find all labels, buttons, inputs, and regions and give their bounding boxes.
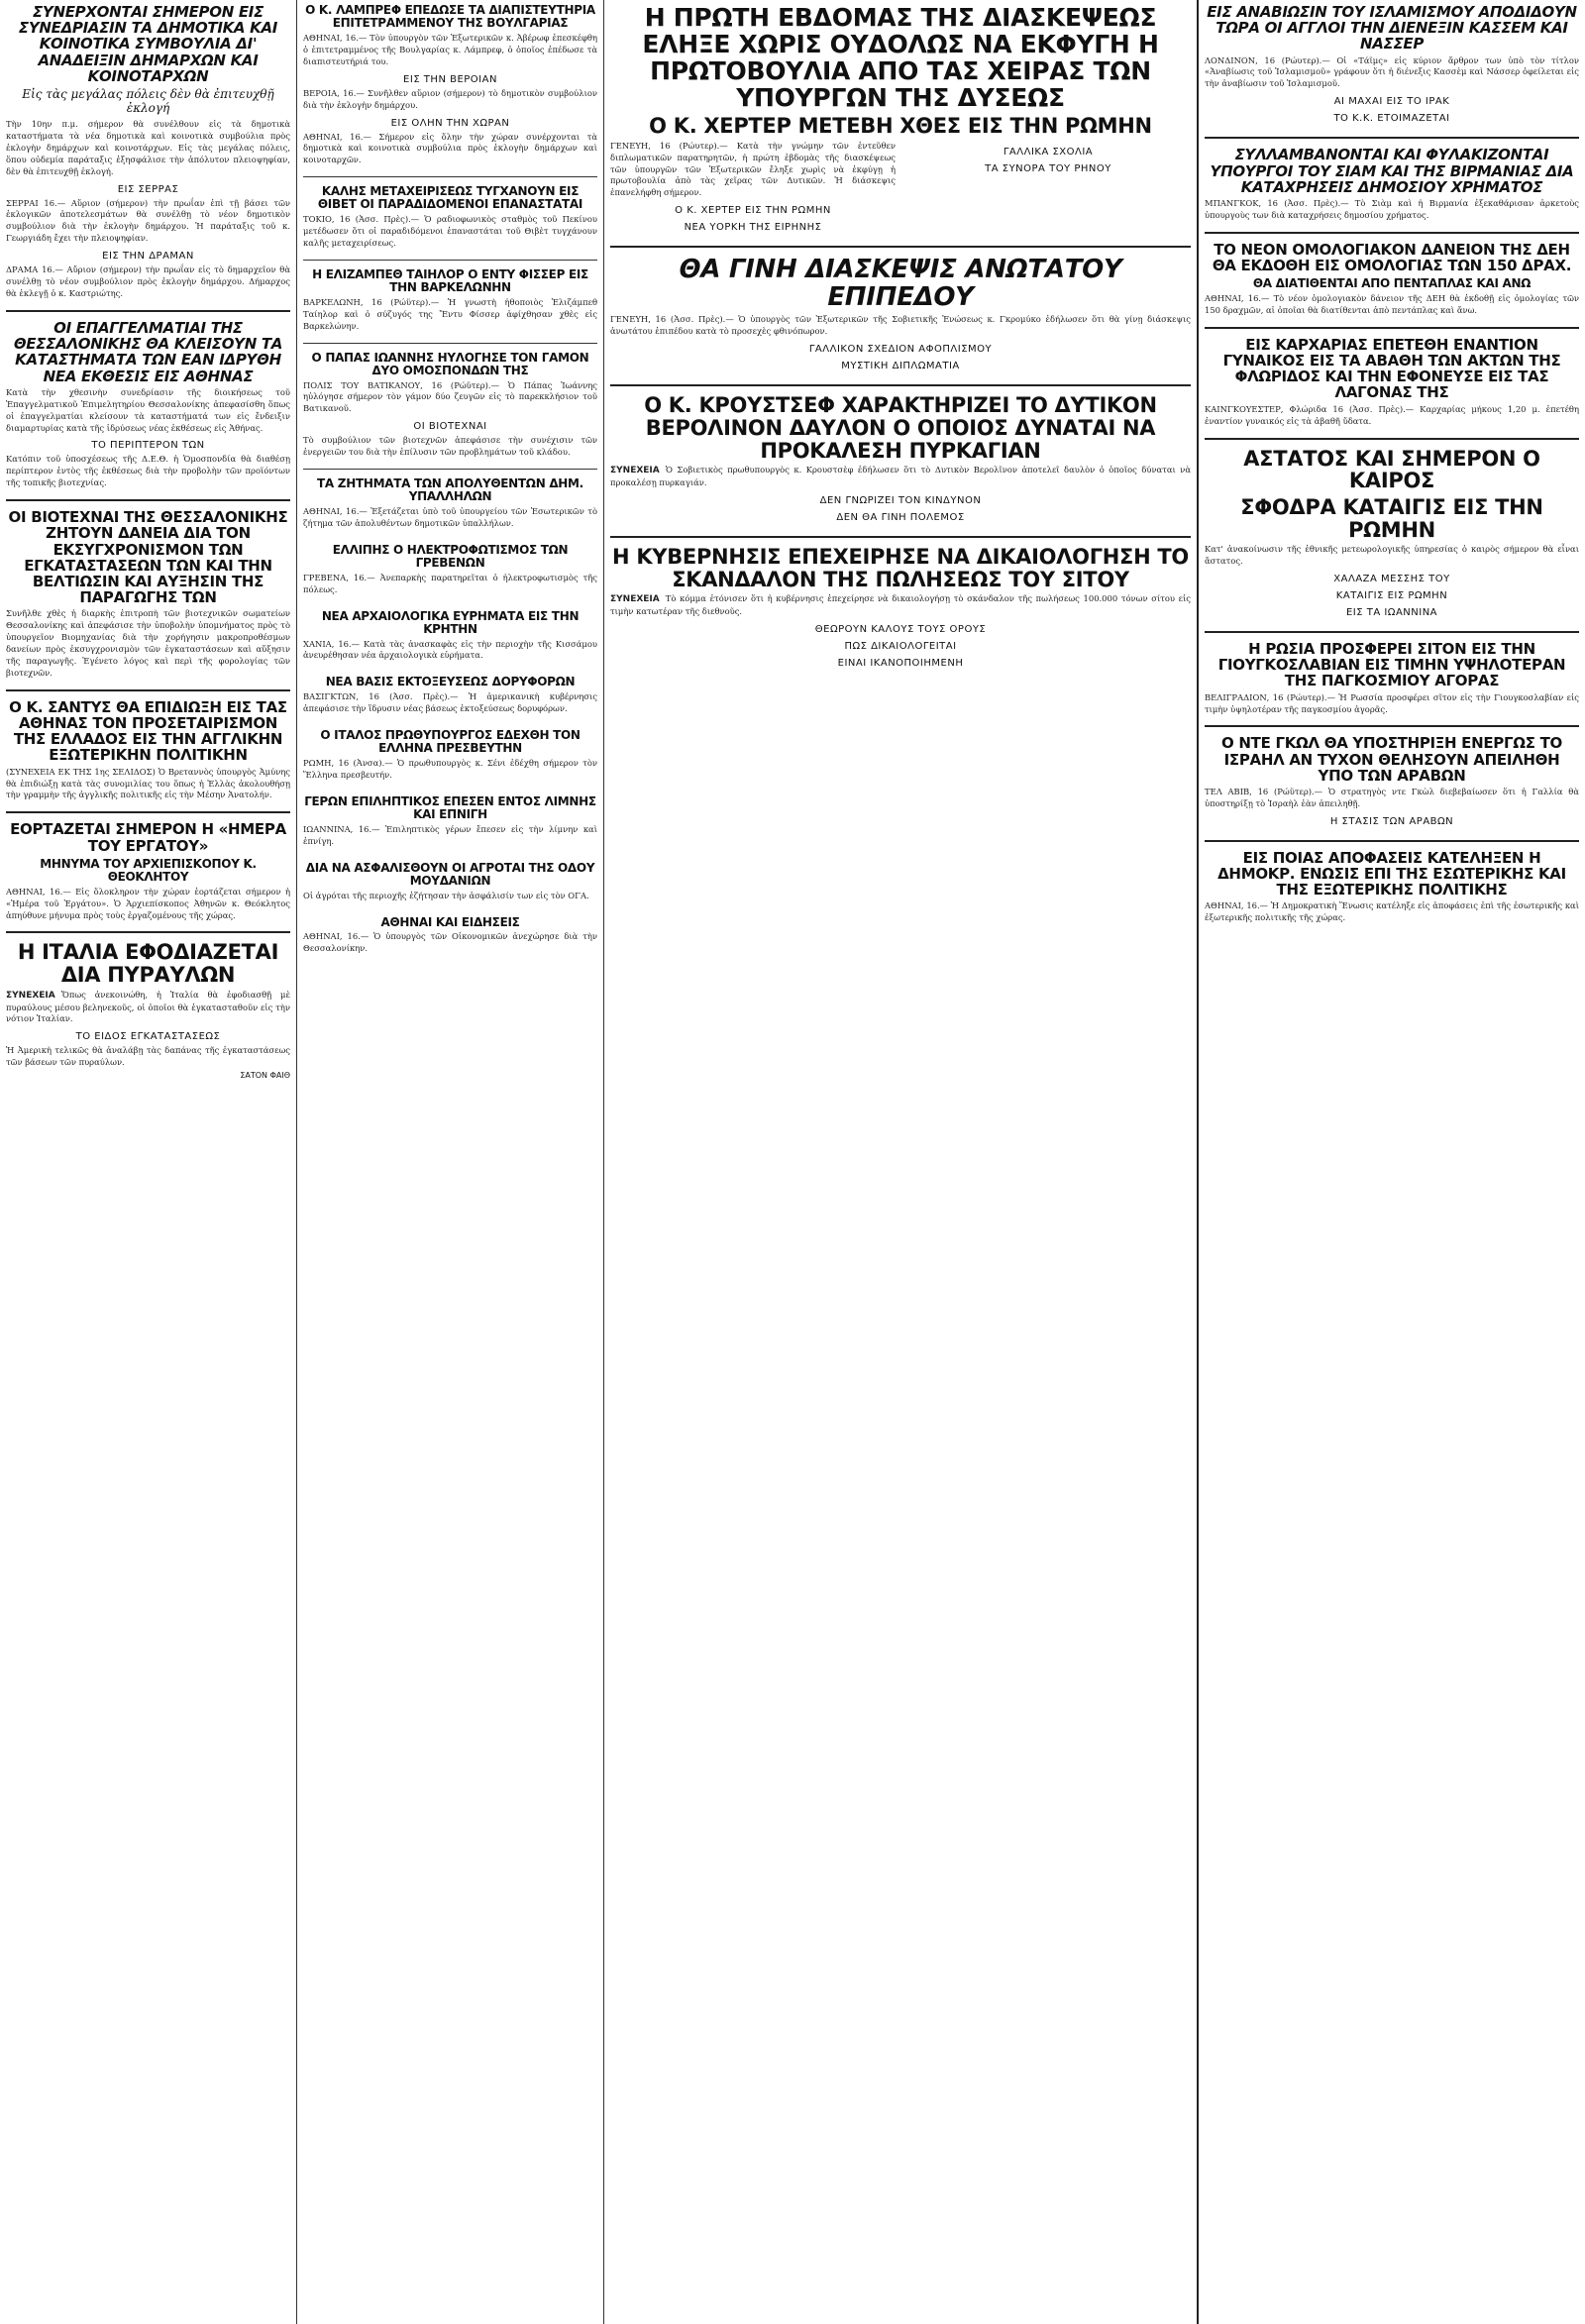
headline: ΕΙΣ ΑΝΑΒΙΩΣΙΝ ΤΟΥ ΙΣΛΑΜΙΣΜΟΥ ΑΠΟΔΙΔΟΥΝ ΤΩΡΑ ΟΙ ΑΓΓΛΟΙ ΤΗΝ ΔΙΕΝΕΞΙΝ ΚΑΣΣΕΜ ΚΑΙ ΝΑΣΣΕΡ	[1207, 3, 1577, 53]
headline: Η ΙΤΑΛΙΑ ΕΦΟΔΙΑΖΕΤΑΙ ΔΙΑ ΠΥΡΑΥΛΩΝ	[17, 940, 279, 988]
article-lambref	[303, 0, 597, 166]
article-taylor	[303, 264, 597, 333]
article-body: ΚΑΙΝΓΚΟΥΕΣΤΕΡ, Φλώριδα 16 (Ἀσσ. Πρὲς).— Καρχαρίας μήκους 1,20 μ. ἐπετέθη ἐναντίον γυναικός εἰς τὰ ἀβαθῆ ὕδατα.	[1205, 403, 1579, 426]
section-heading: ΑΙ ΜΑΧΑΙ ΕΙΣ ΤΟ ΙΡΑΚ	[1333, 96, 1450, 108]
article-shark	[1205, 333, 1579, 428]
article-conference-week	[610, 0, 1191, 236]
article-body: ΡΩΜΗ, 16 (Ἀνσα).— Ὁ πρωθυπουργὸς κ. Σένι ἐδέχθη σήμερον τὸν Ἕλληνα πρεσβευτήν.	[303, 758, 597, 781]
section-heading: ΝΕΑ ΥΟΡΚΗ ΤΗΣ ΕΙΡΗΝΗΣ	[684, 222, 822, 234]
article-employees	[303, 474, 597, 530]
article-body: ΠΟΛΙΣ ΤΟΥ ΒΑΤΙΚΑΝΟΥ, 16 (Ρώϋτερ).— Ὁ Πάπας Ἰωάννης ηὐλόγησε σήμερον τὸν γάμον δύο ζευγῶν εἰς τὸ παρεκκλήσιον τοῦ Βατικανοῦ.	[303, 379, 597, 414]
headline: ΕΙΣ ΚΑΡΧΑΡΙΑΣ ΕΠΕΤΕΘΗ ΕΝΑΝΤΙΟΝ ΓΥΝΑΙΚΟΣ ΕΙΣ ΤΑ ΑΒΑΘΗ ΤΩΝ ΑΚΤΩΝ ΤΗΣ ΦΛΩΡΙΔΟΣ ΚΑΙ ΤΗΝ ΕΦΟΝΕΥΣΕ ΕΙΣ ΤΑΣ ΛΑΓΟΝΑΣ ΤΗΣ	[1222, 335, 1561, 402]
section-heading: ΔΕΝ ΓΝΩΡΙΖΕΙ ΤΟΝ ΚΙΝΔΥΝΟΝ	[819, 494, 982, 506]
article-body: (ΣΥΝΕΧΕΙΑ ΕΚ ΤΗΣ 1ης ΣΕΛΙΔΟΣ) Ὁ Βρεταννὸς ὑπουργὸς Ἀμύνης θὰ ἐπιδιώξῃ κατὰ τὰς συνομιλίας του ὅπως ἡ Ἑλλὰς ἀκολουθήσῃ τὴν γραμμὴν τῆς ἀγγλικῆς πολιτικῆς εἰς τὴν Μέσην Ἀνατολήν.	[6, 766, 290, 800]
article-body: Τὴν 10ην π.μ. σήμερον θὰ συνέλθουν εἰς τὰ δημοτικὰ καταστήματα τὰ νέα δημοτικὰ καὶ κοινοτικὰ συμβούλια πρὸς ἐκλογὴν δημάρχων καὶ κοινοτάρχων. Εἰς τὰς μεγάλας πόλεις, ὅπου οὐδεμία παράταξις ἐξησφάλισε τὴν ἀπόλυτον πλειοψηφίαν, δὲν θὰ ἐπιτευχθῇ ἐκλογή.	[6, 118, 290, 176]
article-farmers	[303, 858, 597, 902]
section-heading: ΤΟ ΠΕΡΙΠΤΕΡΟΝ ΤΩΝ	[91, 440, 205, 452]
article-tibet	[303, 181, 597, 250]
continuation-label: ΣΥΝΕΧΕΙΑ	[610, 594, 660, 605]
article-body: ΑΘΗΝΑΙ, 16.— Εἰς ὅλοκληρον τὴν χώραν ἑορτάζεται σήμερον ἡ «Ἡμέρα τοῦ Ἐργάτου». Ὁ Ἀρχιεπίσκοπος Ἀθηνῶν κ. Θεόκλητος ἀπηύθυνε μήνυμα πρὸς τοὺς ἐργαζομένους τῆς χώρας.	[6, 886, 290, 920]
section-heading: ΕΙΣ ΤΗΝ ΒΕΡΟΙΑΝ	[403, 73, 497, 85]
section-heading: ΚΑΤΑΙΓΙΣ ΕΙΣ ΡΩΜΗΝ	[1335, 590, 1448, 602]
continuation-label: ΣΥΝΕΧΕΙΑ	[6, 990, 55, 1001]
headline: Ο ΠΑΠΑΣ ΙΩΑΝΝΗΣ ΗΥΛΟΓΗΣΕ ΤΟΝ ΓΑΜΟΝ ΔΥΟ ΟΜΟΣΠΟΝΔΩΝ ΤΗΣ	[311, 350, 589, 377]
divider	[303, 176, 597, 177]
headline: ΘΑ ΓΙΝΗ ΔΙΑΣΚΕΨΙΣ ΑΝΩΤΑΤΟΥ ΕΠΙΠΕΔΟΥ	[679, 255, 1122, 313]
divider	[610, 536, 1191, 538]
section-heading: ΕΙΣ ΤΑ ΙΩΑΝΝΙΝΑ	[1345, 607, 1438, 619]
divider	[6, 499, 290, 501]
article-crete	[303, 606, 597, 663]
article-body: ΓΕΝΕΥΗ, 16 (Ρώυτερ).— Κατὰ τὴν γνώμην τῶν ἐντεῦθεν διπλωματικῶν παρατηρητῶν, ἡ πρώτη ἑβδομὰς τῆς διασκέψεως τῶν ὑπουργῶν τῶν Ἐξωτερικῶν ἔληξε χωρὶς νὰ ἐκφύγῃ ἡ πρωτοβουλία ἀπὸ τὰς χεῖρας τῶν Δυτικῶν. Ἡ διάσκεψις ἐπανελήφθη σήμερον.	[610, 140, 896, 198]
subheadline: Εἰς τὰς μεγάλας πόλεις δὲν θὰ ἐπιτευχθῇ ἐκλογή	[22, 86, 274, 115]
article-siam-burma	[1205, 143, 1579, 221]
article-body: Ἡ Ἀμερικὴ τελικῶς θὰ ἀναλάβῃ τὰς δαπάνας τῆς ἐγκαταστάσεως τῶν βάσεων τῶν πυραύλων.	[6, 1045, 290, 1068]
section-heading: ΕΙΣ ΤΗΝ ΔΡΑΜΑΝ	[102, 251, 194, 263]
article-body: ΒΑΣΙΓΚΤΩΝ, 16 (Ἀσσ. Πρὲς).— Ἡ ἀμερικανικὴ κυβέρνησις ἀπεφάσισε τὴν ἵδρυσιν νέας βάσεως ἐκτοξεύσεως δορυφόρων.	[303, 691, 597, 714]
divider	[1205, 438, 1579, 440]
article-de-gaulle	[1205, 731, 1579, 829]
right-column	[1199, 0, 1585, 2324]
divider	[6, 931, 290, 933]
article-body: Κατὰ τὴν χθεσινὴν συνεδρίασιν τῆς διοικήσεως τοῦ Ἐπαγγελματικοῦ Ἐπιμελητηρίου Θεσσαλονίκης ἀπεφασίσθη ὅπως οἱ ἐπαγγελματίαι κλείσουν τὰ καταστήματά των εἰς ἔνδειξιν διαμαρτυρίας κατὰ τῆς ἱδρύσεως νέας ἐκθέσεως εἰς Ἀθήνας.	[6, 386, 290, 433]
headline: Η ΕΛΙΖΑΜΠΕΘ ΤΑΙΗΛΟΡ Ο ΕΝΤΥ ΦΙΣΣΕΡ ΕΙΣ ΤΗΝ ΒΑΡΚΕΛΩΝΗΝ	[312, 266, 588, 294]
article-pope	[303, 348, 597, 460]
divider	[1205, 631, 1579, 633]
article-body: Συνῆλθε χθὲς ἡ διαρκὴς ἐπιτροπὴ τῶν βιοτεχνικῶν σωματείων Θεσσαλονίκης καὶ ἀπεφάσισε τὴν ὑποβολὴν ὑπομνήματος πρὸς τὸ ὑπουργεῖον Βιομηχανίας διὰ τὴν χορήγησιν μακροπροθέσμων δανείων πρὸς ἐκσυγχρονισμὸν τῶν ἐγκαταστάσεων καὶ αὔξησιν τῆς παραγωγῆς. Ἐγένετο λόγος καὶ περὶ τῆς φορολογίας τῶν βιοτεχνῶν.	[6, 608, 290, 678]
headline: Ο Κ. ΛΑΜΠΡΕΦ ΕΠΕΔΩΣΕ ΤΑ ΔΙΑΠΙΣΤΕΥΤΗΡΙΑ ΕΠΙΤΕΤΡΑΜΜΕΝΟΥ ΤΗΣ ΒΟΥΛΓΑΡΙΑΣ	[305, 3, 595, 30]
divider	[1205, 840, 1579, 842]
article-body: Κατόπιν τοῦ ὑποσχέσεως τῆς Δ.Ε.Θ. ἡ Ὁμοσπονδία θὰ διαθέσῃ περίπτερον ἐντὸς τῆς ἐκθέσεως διὰ τὴν προβολὴν τῶν προϊόντων τῆς τοπικῆς βιοτεχνίας.	[6, 454, 290, 488]
article-satellites	[303, 672, 597, 715]
section-heading: ΓΑΛΛΙΚΑ ΣΧΟΛΙΑ	[1003, 146, 1094, 158]
article-russia-wheat	[1205, 637, 1579, 715]
section-heading: Η ΣΤΑΣΙΣ ΤΩΝ ΑΡΑΒΩΝ	[1329, 815, 1454, 827]
headline: Η ΚΥΒΕΡΝΗΣΙΣ ΕΠΕΧΕΙΡΗΣΕ ΝΑ ΔΙΚΑΙΟΛΟΓΗΣΗ ΤΟ ΣΚΑΝΔΑΛΟΝ ΤΗΣ ΠΩΛΗΣΕΩΣ ΤΟΥ ΣΙΤΟΥ	[612, 544, 1189, 591]
divider	[303, 469, 597, 470]
article-body: ΣΥΝΕΧΕΙΑ Ὅπως ἀνεκοινώθη, ἡ Ἰταλία θὰ ἐφοδιασθῇ μὲ πυραύλους μέσου βεληνεκοῦς, οἱ ὁποῖοι θὰ ἐγκατασταθοῦν εἰς τὴν νότιον Ἰταλίαν.	[6, 989, 290, 1024]
headline: ΕΟΡΤΑΖΕΤΑΙ ΣΗΜΕΡΟΝ Η «ΗΜΕΡΑ ΤΟΥ ΕΡΓΑΤΟΥ»	[10, 820, 286, 855]
center-section	[604, 0, 1199, 2324]
divider	[6, 310, 290, 312]
article-body: ΑΘΗΝΑΙ, 16.— Σήμερον εἰς ὅλην τὴν χώραν συνέρχονται τὰ δημοτικὰ καὶ κοινοτικὰ συμβούλια πρὸς ἐκλογὴν δημάρχων καὶ κοινοταρχῶν.	[303, 131, 597, 165]
divider	[6, 689, 290, 691]
divider	[610, 246, 1191, 248]
article-body: ΓΕΝΕΥΗ, 16 (Ἀσσ. Πρὲς).— Ὁ ὑπουργὸς τῶν Ἐξωτερικῶν τῆς Σοβιετικῆς Ἑνώσεως κ. Γκρομύκο ἐδήλωσεν ὅτι θὰ γίνῃ διάσκεψις ἀνωτάτου ἐπιπέδου κατὰ τὸ προσεχὲς φθινόπωρον.	[610, 314, 1191, 337]
article-body: ΣΕΡΡΑΙ 16.— Αὔριον (σήμερον) τὴν πρωΐαν ἐπὶ τῇ βάσει τῶν ἐκλογικῶν ἀποτελεσμάτων θὰ συνέλθῃ τὸ νέον δημοτικὸν συμβούλιον διὰ τὴν ἐκλογὴν δημάρχου. Ἡ παράταξις τοῦ κ. Γεωργιάδη ἔχει τὴν πλειοψηφίαν.	[6, 197, 290, 244]
headline: ΟΙ ΒΙΟΤΕΧΝΑΙ ΤΗΣ ΘΕΣΣΑΛΟΝΙΚΗΣ ΖΗΤΟΥΝ ΔΑΝΕΙΑ ΔΙΑ ΤΟΝ ΕΚΣΥΓΧΡΟΝΙΣΜΟΝ ΤΩΝ ΕΓΚΑΤΑΣΤΑΣΕΩΝ ΤΩΝ ΚΑΙ ΤΗΝ ΒΕΛΤΙΩΣΙΝ ΚΑΙ ΑΥΞΗΣΙΝ ΤΗΣ ΠΑΡΑΓΩΓΗΣ ΤΩΝ	[8, 508, 288, 607]
divider	[610, 384, 1191, 386]
article-khrushchev	[610, 390, 1191, 526]
headline: Ο ΝΤΕ ΓΚΩΛ ΘΑ ΥΠΟΣΤΗΡΙΞΗ ΕΝΕΡΓΩΣ ΤΟ ΙΣΡΑΗΛ ΑΝ ΤΥΧΟΝ ΘΕΛΗΣΟΥΝ ΑΠΕΙΛΗΘΗ ΥΠΟ ΤΩΝ ΑΡΑΒΩΝ	[1221, 734, 1562, 785]
column-2	[297, 0, 604, 2324]
article-body: ΑΘΗΝΑΙ, 16.— Τὸν ὑπουργὸν τῶν Ἐξωτερικῶν κ. Ἀβέρωφ ἐπεσκέφθη ὁ ἐπιτετραμμένος τῆς Βουλγαρίας κ. Λάμπρεφ, ὁ ὁποῖος ἐπέδωσε τὰ διαπιστευτήριά του.	[303, 32, 597, 66]
column-1	[0, 0, 297, 2324]
lead-subheadline: Ο Κ. ΧΕΡΤΕΡ ΜΕΤΕΒΗ ΧΘΕΣ ΕΙΣ ΤΗΝ ΡΩΜΗΝ	[649, 114, 1152, 138]
article-body: ΜΠΑΝΓΚΟΚ, 16 (Ἀσσ. Πρὲς).— Τὸ Σιὰμ καὶ ἡ Βιρμανία ἐξεκαθάρισαν ἀρκετοὺς ὑπουργοὺς των διὰ καταχρήσεις δημοσίου χρήματος.	[1205, 197, 1579, 220]
headline: ΚΑΛΗΣ ΜΕΤΑΧΕΙΡΙΣΕΩΣ ΤΥΓΧΑΝΟΥΝ ΕΙΣ ΘΙΒΕΤ ΟΙ ΠΑΡΑΔΙΔΟΜΕΝΟΙ ΕΠΑΝΑΣΤΑΤΑΙ	[317, 184, 583, 212]
section-heading: ΤΟ Κ.Κ. ΕΤΟΙΜΑΖΕΤΑΙ	[1333, 113, 1450, 125]
continuation-label: ΣΥΝΕΧΕΙΑ	[610, 466, 660, 476]
subheadline: ΣΦΟΔΡΑ ΚΑΤΑΙΓΙΣ ΕΙΣ ΤΗΝ ΡΩΜΗΝ	[1240, 494, 1543, 542]
section-heading: ΔΕΝ ΘΑ ΓΙΝΗ ΠΟΛΕΜΟΣ	[836, 511, 965, 523]
article-summit	[610, 252, 1191, 374]
article-body: ΒΑΡΚΕΛΩΝΗ, 16 (Ρώϋτερ).— Ἡ γνωστὴ ἠθοποιὸς Ἐλιζάμπεθ Ταίηλορ καὶ ὁ σύζυγός της Ἔντυ Φίσσερ ἀφίχθησαν χθὲς εἰς Βαρκελώνην.	[303, 296, 597, 331]
section-heading: ΟΙ ΒΙΟΤΕΧΝΑΙ	[413, 421, 487, 433]
article-athens-news	[303, 912, 597, 956]
headline: ΣΥΝΕΡΧΟΝΤΑΙ ΣΗΜΕΡΟΝ ΕΙΣ ΣΥΝΕΔΡΙΑΣΙΝ ΤΑ ΔΗΜΟΤΙΚΑ ΚΑΙ ΚΟΙΝΟΤΙΚΑ ΣΥΜΒΟΥΛΙΑ ΔΙ' ΑΝΑΔΕΙΞΙΝ ΔΗΜΑΡΧΩΝ ΚΑΙ ΚΟΙΝΟΤΑΡΧΩΝ	[18, 3, 278, 85]
headline: ΟΙ ΕΠΑΓΓΕΛΜΑΤΙΑΙ ΤΗΣ ΘΕΣΣΑΛΟΝΙΚΗΣ ΘΑ ΚΛΕΙΣΟΥΝ ΤΑ ΚΑΤΑΣΤΗΜΑΤΑ ΤΩΝ ΕΑΝ ΙΔΡΥΘΗ ΝΕΑ ΕΚΘΕΣΙΣ ΕΙΣ ΑΘΗΝΑΣ	[13, 319, 283, 385]
section-heading: ΜΥΣΤΙΚΗ ΔΙΠΛΩΜΑΤΙΑ	[841, 361, 960, 372]
article-body: ΤΟΚΙΟ, 16 (Ἀσσ. Πρὲς).— Ὁ ραδιοφωνικὸς σταθμὸς τοῦ Πεκίνου μετέδωσεν ὅτι οἱ παραδιδόμενοι ἐπαναστάται τοῦ Θιβὲτ τυγχάνουν καλῆς μεταχειρίσεως.	[303, 214, 597, 249]
article-body: ΑΘΗΝΑΙ, 16.— Τὸ νέον ὁμολογιακὸν δάνειον τῆς ΔΕΗ θὰ ἐκδοθῇ εἰς ὁμολογίας τῶν 150 δραχμῶν, αἱ ὁποῖαι θὰ διατίθενται ἀπὸ πεντάπλας καὶ ἄνω.	[1205, 293, 1579, 315]
headline: ΝΕΑ ΒΑΣΙΣ ΕΚΤΟΞΕΥΣΕΩΣ ΔΟΡΥΦΟΡΩΝ	[325, 675, 576, 689]
headline: Ο Κ. ΚΡΟΥΣΤΣΕΦ ΧΑΡΑΚΤΗΡΙΖΕΙ ΤΟ ΔΥΤΙΚΟΝ ΒΕΡΟΛΙΝΟΝ ΔΑΥΛΟΝ Ο ΟΠΟΙΟΣ ΔΥΝΑΤΑΙ ΝΑ ΠΡΟΚΑΛΕΣΗ ΠΥΡΚΑΓΙΑΝ	[644, 393, 1157, 463]
article-sandys	[6, 695, 290, 802]
article-body: Τὸ συμβούλιον τῶν βιοτεχνῶν ἀπεφάσισε τὴν συνέχισιν τῶν ἐνεργειῶν του διὰ τὴν ἐπίλυσιν τῶν προβλημάτων τοῦ κλάδου.	[303, 435, 597, 458]
section-heading: ΤΟ ΕΙΔΟΣ ΕΓΚΑΤΑΣΤΑΣΕΩΣ	[75, 1031, 221, 1043]
section-heading: ΕΙΣ ΟΛΗΝ ΤΗΝ ΧΩΡΑΝ	[390, 117, 510, 129]
article-wheat-scandal	[610, 542, 1191, 672]
article-body: ΧΑΝΙΑ, 16.— Κατὰ τὰς ἀνασκαφὰς εἰς τὴν περιοχὴν τῆς Κισσάμου ἀνευρέθησαν νέα ἀρχαιολογικὰ εὑρήματα.	[303, 638, 597, 661]
article-body: ΙΩΑΝΝΙΝΑ, 16.— Ἐπιληπτικὸς γέρων ἔπεσεν εἰς τὴν λίμνην καὶ ἐπνίγη.	[303, 823, 597, 846]
article-workers-day	[6, 817, 290, 921]
headline: Η ΡΩΣΙΑ ΠΡΟΣΦΕΡΕΙ ΣΙΤΟΝ ΕΙΣ ΤΗΝ ΓΙΟΥΓΚΟΣΛΑΒΙΑΝ ΕΙΣ ΤΙΜΗΝ ΥΨΗΛΟΤΕΡΑΝ ΤΗΣ ΠΑΓΚΟΣΜΙΟΥ ΑΓΟΡΑΣ	[1217, 640, 1566, 690]
headline: ΝΕΑ ΑΡΧΑΙΟΛΟΓΙΚΑ ΕΥΡΗΜΑΤΑ ΕΙΣ ΤΗΝ ΚΡΗΤΗΝ	[321, 608, 580, 636]
divider	[1205, 725, 1579, 727]
article-weather	[1205, 444, 1579, 622]
article-body: ΤΕΛ ΑΒΙΒ, 16 (Ρώϋτερ).— Ὁ στρατηγὸς ντε Γκὼλ διεβεβαίωσεν ὅτι ἡ Γαλλία θὰ ὑποστηρίξῃ τὸ Ἰσραὴλ ἐὰν ἀπειληθῇ.	[1205, 787, 1579, 808]
article-body: ΣΥΝΕΧΕΙΑ Τὸ κόμμα ἐτόνισεν ὅτι ἡ κυβέρνησις ἐπεχείρησε νὰ δικαιολογήσῃ τὸ σκάνδαλον τῆς πωλήσεως 100.000 τόνων σίτου εἰς τιμὴν κατωτέραν τῆς διεθνοῦς.	[610, 593, 1191, 617]
headline: ΑΘΗΝΑΙ ΚΑΙ ΕΙΔΗΣΕΙΣ	[380, 914, 520, 929]
article-body: ΑΘΗΝΑΙ, 16.— Ὁ ὑπουργὸς τῶν Οἰκονομικῶν ἀνεχώρησε διὰ τὴν Θεσσαλονίκην.	[303, 931, 597, 954]
article-craftsmen-loans	[6, 505, 290, 680]
article-body: ΛΟΝΔΙΝΟΝ, 16 (Ρώυτερ).— Οἱ «Τάϊμς» εἰς κύριον ἄρθρον των ὑπὸ τὸν τίτλον «Ἀναβίωσις τοῦ Ἰσλαμισμοῦ» γράφουν ὅτι ἡ διένεξις Κασσὲμ καὶ Νάσσερ ὀφείλεται εἰς τὴν ἀναβίωσιν τοῦ Ἰσλαμισμοῦ.	[1205, 54, 1579, 89]
byline: ΣΑΤΟΝ ΦΑΙΘ	[240, 1071, 290, 1081]
section-heading: ΘΕΩΡΟΥΝ ΚΑΛΟΥΣ ΤΟΥΣ ΟΡΟΥΣ	[814, 624, 987, 636]
article-body: ΓΡΕΒΕΝΑ, 16.— Ἀνεπαρκὴς παρατηρεῖται ὁ ἠλεκτροφωτισμὸς τῆς πόλεως.	[303, 572, 597, 594]
article-dei-loan	[1205, 238, 1579, 317]
divider	[303, 260, 597, 261]
subheadline: ΜΗΝΥΜΑ ΤΟΥ ΑΡΧΙΕΠΙΣΚΟΠΟΥ Κ. ΘΕΟΚΛΗΤΟΥ	[40, 856, 257, 884]
section-heading: ΕΙΣ ΣΕΡΡΑΣ	[117, 183, 179, 195]
section-heading: ΠΩΣ ΔΙΚΑΙΟΛΟΓΕΙΤΑΙ	[844, 641, 957, 653]
article-italy-missiles	[6, 937, 290, 1080]
headline: ΓΕΡΩΝ ΕΠΙΛΗΠΤΙΚΟΣ ΕΠΕΣΕΝ ΕΝΤΟΣ ΛΙΜΝΗΣ ΚΑΙ ΕΠΝΙΓΗ	[304, 793, 596, 821]
article-grevena	[303, 540, 597, 596]
section-heading: ΤΑ ΣΥΝΟΡΑ ΤΟΥ ΡΗΝΟΥ	[985, 162, 1111, 174]
subheadline: ΘΑ ΔΙΑΤΙΘΕΝΤΑΙ ΑΠΟ ΠΕΝΤΑΠΛΑΣ ΚΑΙ ΑΝΩ	[1252, 276, 1532, 291]
article-body: Οἱ ἀγρόται τῆς περιοχῆς ἐζήτησαν τὴν ἀσφάλισίν των εἰς τὸν ΟΓΑ.	[303, 890, 589, 900]
divider	[1205, 137, 1579, 139]
lead-headline: Η ΠΡΩΤΗ ΕΒΔΟΜΑΣ ΤΗΣ ΔΙΑΣΚΕΨΕΩΣ ΕΛΗΞΕ ΧΩΡΙΣ ΟΥΔΟΛΩΣ ΝΑ ΕΚΦΥΓΗ Η ΠΡΩΤΟΒΟΥΛΙΑ ΑΠΟ ΤΑΣ ΧΕΙΡΑΣ ΤΩΝ ΥΠΟΥΡΓΩΝ ΤΗΣ ΔΥΣΕΩΣ	[642, 3, 1159, 112]
section-heading: ΕΙΝΑΙ ΙΚΑΝΟΠΟΙΗΜΕΝΗ	[837, 658, 964, 670]
article-body: ΣΥΝΕΧΕΙΑ Ὁ Σοβιετικὸς πρωθυπουργὸς κ. Κρουστσὲφ ἐδήλωσεν ὅτι τὸ Δυτικὸν Βερολῖνον ἀποτελεῖ δαυλὸν ὁ ὁποῖος δύναται νὰ προκαλέσῃ πυρκαγιάν.	[610, 465, 1191, 488]
divider	[1205, 232, 1579, 234]
headline: ΤΟ ΝΕΟΝ ΟΜΟΛΟΓΙΑΚΟΝ ΔΑΝΕΙΟΝ ΤΗΣ ΔΕΗ ΘΑ ΕΚΔΟΘΗ ΕΙΣ ΟΜΟΛΟΓΙΑΣ ΤΩΝ 150 ΔΡΑΧ.	[1212, 240, 1572, 274]
headline: ΔΙΑ ΝΑ ΑΣΦΑΛΙΣΘΟΥΝ ΟΙ ΑΓΡΟΤΑΙ ΤΗΣ ΟΔΟΥ ΜΟΥΔΑΝΙΩΝ	[305, 860, 595, 888]
divider	[303, 343, 597, 344]
article-body: ΔΡΑΜΑ 16.— Αὔριον (σήμερον) τὴν πρωΐαν εἰς τὸ δημαρχεῖον θὰ συνέλθῃ τὸ νέον συμβούλιον πρὸς ἐκλογὴν δημάρχου. Δήμαρχος θὰ ἐκλεγῇ ὁ κ. Καστριώτης.	[6, 264, 290, 299]
article-body: ΑΘΗΝΑΙ, 16.— Ἐξετάζεται ὑπὸ τοῦ ὑπουργείου τῶν Ἐσωτερικῶν τὸ ζήτημα τῶν ἀπολυθέντων δημοτικῶν ὑπαλλήλων.	[303, 506, 597, 528]
section-heading: ΓΑΛΛΙΚΟΝ ΣΧΕΔΙΟΝ ΑΦΟΠΛΙΣΜΟΥ	[808, 344, 993, 356]
headline: ΕΛΛΙΠΗΣ Ο ΗΛΕΚΤΡΟΦΩΤΙΣΜΟΣ ΤΩΝ ΓΡΕΒΕΝΩΝ	[332, 542, 569, 570]
divider	[1205, 327, 1579, 329]
headline: ΣΥΛΛΑΜΒΑΝΟΝΤΑΙ ΚΑΙ ΦΥΛΑΚΙΖΟΝΤΑΙ ΥΠΟΥΡΓΟΙ ΤΟΥ ΣΙΑΜ ΚΑΙ ΤΗΣ ΒΙΡΜΑΝΙΑΣ ΔΙΑ ΚΑΤΑΧΡΗΣΕΙΣ ΔΗΜΟΣΙΟΥ ΧΡΗΜΑΤΟΣ	[1210, 146, 1574, 196]
article-democratic-union	[1205, 846, 1579, 924]
headline: ΑΣΤΑΤΟΣ ΚΑΙ ΣΗΜΕΡΟΝ Ο ΚΑΙΡΟΣ	[1243, 446, 1540, 493]
article-italian-pm	[303, 725, 597, 782]
article-body: Κατ' ἀνακοίνωσιν τῆς ἐθνικῆς μετεωρολογικῆς ὑπηρεσίας ὁ καιρὸς σήμερον θὰ εἶναι ἄστατος.	[1205, 544, 1579, 567]
divider	[6, 811, 290, 813]
headline: ΕΙΣ ΠΟΙΑΣ ΑΠΟΦΑΣΕΙΣ ΚΑΤΕΛΗΞΕΝ Η ΔΗΜΟΚΡ. ΕΝΩΣΙΣ ΕΠΙ ΤΗΣ ΕΣΩΤΕΡΙΚΗΣ ΚΑΙ ΤΗΣ ΕΞΩΤΕΡΙΚΗΣ ΠΟΛΙΤΙΚΗΣ	[1217, 848, 1566, 899]
article-body: ΑΘΗΝΑΙ, 16.— Ἡ Δημοκρατικὴ Ἕνωσις κατέληξε εἰς ἀποφάσεις ἐπὶ τῆς ἐσωτερικῆς καὶ ἐξωτερικῆς πολιτικῆς τῆς χώρας.	[1205, 900, 1579, 923]
article-professionals	[6, 316, 290, 489]
headline: Ο Κ. ΣΑΝΤΥΣ ΘΑ ΕΠΙΔΙΩΞΗ ΕΙΣ ΤΑΣ ΑΘΗΝΑΣ ΤΟΝ ΠΡΟΣΕΤΑΙΡΙΣΜΟΝ ΤΗΣ ΕΛΛΑΔΟΣ ΕΙΣ ΤΗΝ ΑΓΓΛΙΚΗΝ ΕΞΩΤΕΡΙΚΗΝ ΠΟΛΙΤΙΚΗΝ	[9, 697, 287, 765]
article-councils	[6, 0, 290, 300]
article-body: ΒΕΛΙΓΡΑΔΙΟΝ, 16 (Ρώυτερ).— Ἡ Ρωσσία προσφέρει σῖτον εἰς τὴν Γιουγκοσλαβίαν εἰς τιμὴν ὑψηλοτέραν τῆς παγκοσμίου ἀγορᾶς.	[1205, 691, 1579, 714]
article-lake	[303, 792, 597, 848]
headline: Ο ΙΤΑΛΟΣ ΠΡΩΘΥΠΟΥΡΓΟΣ ΕΔΕΧΘΗ ΤΟΝ ΕΛΛΗΝΑ ΠΡΕΣΒΕΥΤΗΝ	[320, 728, 581, 756]
headline: ΤΑ ΖΗΤΗΜΑΤΑ ΤΩΝ ΑΠΟΛΥΘΕΝΤΩΝ ΔΗΜ. ΥΠΑΛΛΗΛΩΝ	[317, 476, 583, 504]
section-heading: ΧΑΛΑΖΑ ΜΕΣΣΗΣ ΤΟΥ	[1333, 574, 1450, 585]
article-body: ΒΕΡΟΙΑ, 16.— Συνῆλθεν αὔριον (σήμερον) τὸ δημοτικὸν συμβούλιον διὰ τὴν ἐκλογὴν δημάρχου.	[303, 87, 597, 110]
article-islam	[1205, 0, 1579, 127]
section-heading: Ο Κ. ΧΕΡΤΕΡ ΕΙΣ ΤΗΝ ΡΩΜΗΝ	[675, 205, 831, 217]
